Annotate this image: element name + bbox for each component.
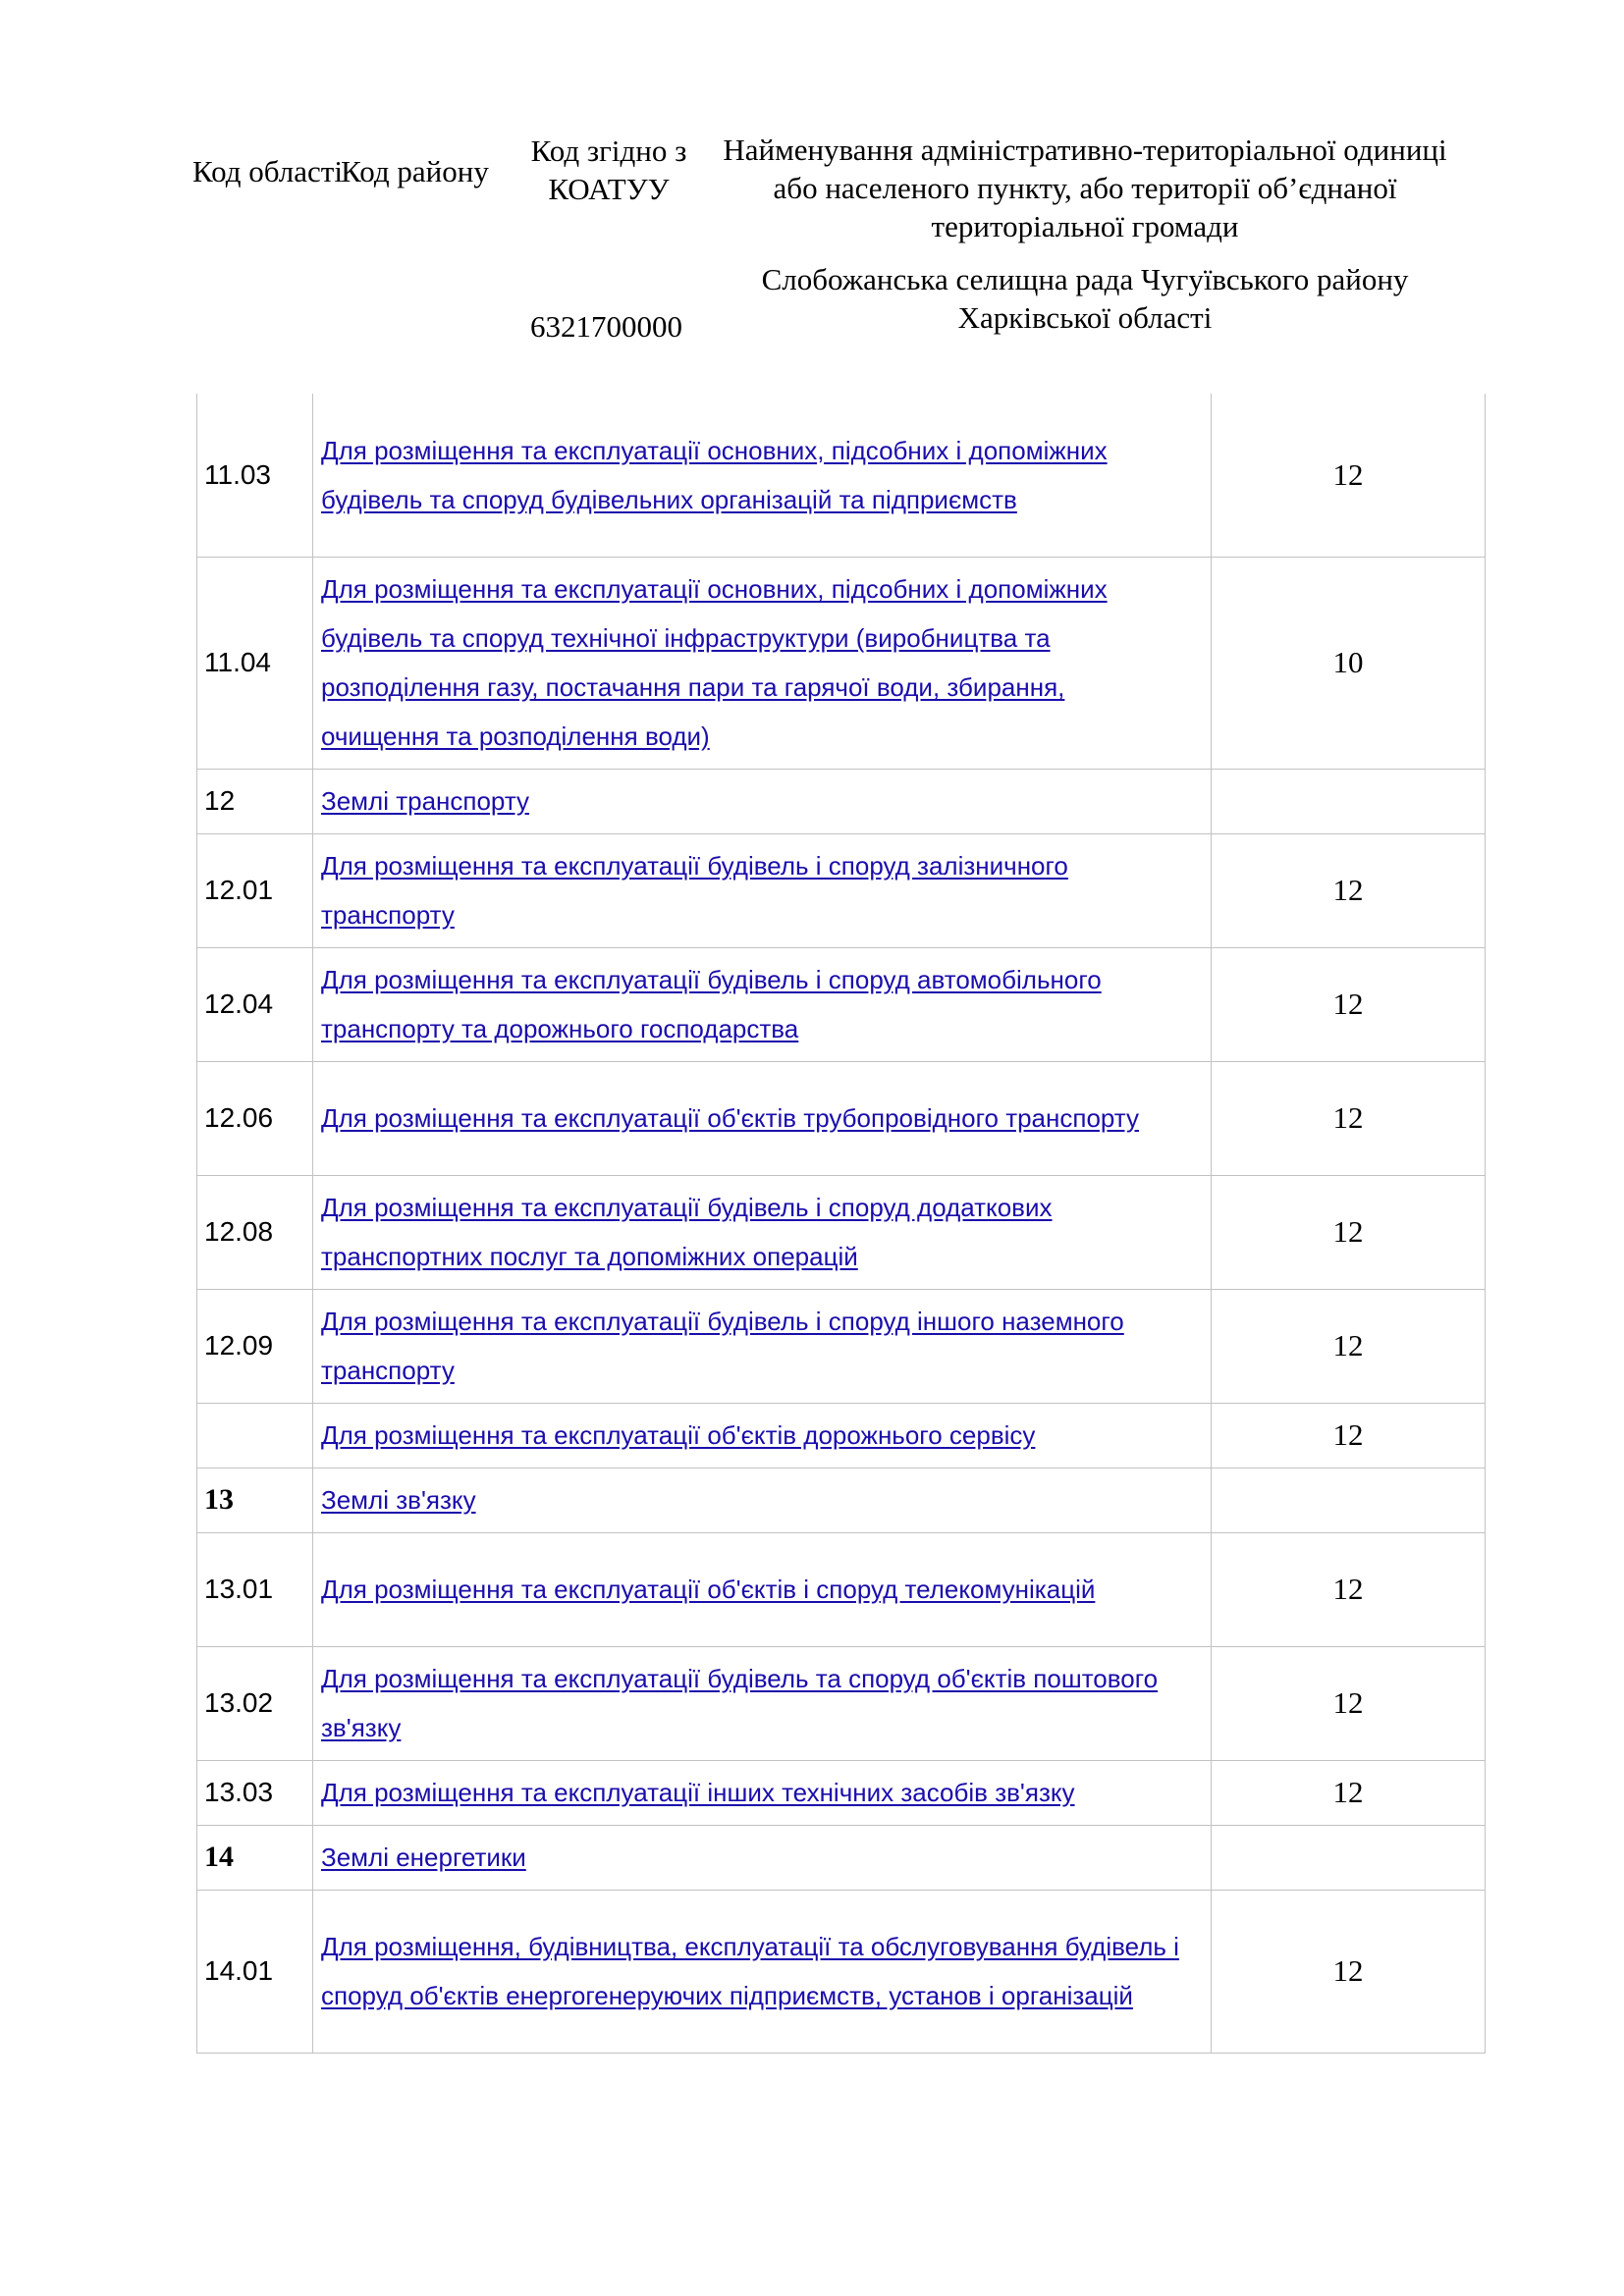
tax-rate-cell: 12 xyxy=(1212,833,1486,947)
purpose-description-cell xyxy=(313,557,1212,769)
purpose-code-cell: 13.01 xyxy=(197,1532,313,1646)
purpose-description-link[interactable]: Для розміщення та експлуатації об'єктів трубопровідного транспорту xyxy=(321,1103,1140,1133)
table-row xyxy=(197,769,1486,833)
table-row xyxy=(197,1403,1486,1468)
table-body xyxy=(197,394,1486,2053)
purpose-code-cell xyxy=(197,1403,313,1468)
purpose-description-link[interactable]: Для розміщення та експлуатації будівель та споруд об'єктів поштового зв'язку xyxy=(321,1664,1159,1742)
purpose-description-cell xyxy=(313,1289,1212,1403)
column-header-unit-name: Найменування адміністративно-територіальної одиниці або населеного пункту, або території об’єднаної територіальної громади xyxy=(723,133,1447,243)
purpose-code-cell: 11.03 xyxy=(197,394,313,557)
purpose-description-link[interactable]: Для розміщення, будівництва, експлуатації та обслуговування будівель і споруд об'єктів енергогенеруючих підприємств, установ і організацій xyxy=(321,1932,1179,2010)
purpose-description-cell xyxy=(313,1403,1212,1468)
purpose-description-link[interactable]: Для розміщення та експлуатації будівель і споруд автомобільного транспорту та дорожнього господарства xyxy=(321,965,1102,1043)
territorial-unit-name: Слобожанська селищна рада Чугуївського району Харківської області xyxy=(761,262,1409,335)
table-row xyxy=(197,1289,1486,1403)
purpose-code-cell: 13.03 xyxy=(197,1760,313,1825)
tax-rate-cell: 12 xyxy=(1212,394,1486,557)
table-row xyxy=(197,394,1486,557)
purpose-description-link[interactable]: Землі транспорту xyxy=(321,786,530,816)
table-row xyxy=(197,833,1486,947)
table-row xyxy=(197,557,1486,769)
purpose-description-cell xyxy=(313,769,1212,833)
koatuu-code-value: 6321700000 xyxy=(530,309,682,344)
tax-rate-cell: 12 xyxy=(1212,1532,1486,1646)
purpose-description-cell xyxy=(313,1760,1212,1825)
purpose-description-link[interactable]: Землі енергетики xyxy=(321,1842,526,1872)
table-row xyxy=(197,1825,1486,1890)
purpose-code-cell: 14 xyxy=(197,1825,313,1890)
tax-rate-cell: 12 xyxy=(1212,1175,1486,1289)
table-row xyxy=(197,1532,1486,1646)
tax-rate-cell: 10 xyxy=(1212,557,1486,769)
purpose-description-cell xyxy=(313,833,1212,947)
purpose-description-link[interactable]: Для розміщення та експлуатації об'єктів і споруд телекомунікацій xyxy=(321,1575,1096,1604)
purpose-description-link[interactable]: Для розміщення та експлуатації об'єктів дорожнього сервісу xyxy=(321,1420,1036,1450)
tax-rate-cell: 12 xyxy=(1212,1061,1486,1175)
tax-rate-cell: 12 xyxy=(1212,1289,1486,1403)
table-row xyxy=(197,1175,1486,1289)
purpose-description-cell xyxy=(313,394,1212,557)
purpose-code-cell: 12.04 xyxy=(197,947,313,1061)
tax-rate-cell xyxy=(1212,1468,1486,1532)
purpose-description-cell xyxy=(313,1532,1212,1646)
tax-rate-cell: 12 xyxy=(1212,1760,1486,1825)
purpose-code-cell: 14.01 xyxy=(197,1890,313,2053)
column-header-rayon-code: Код району xyxy=(341,154,489,188)
tax-rate-cell: 12 xyxy=(1212,1890,1486,2053)
purpose-description-cell xyxy=(313,1468,1212,1532)
tax-rate-cell xyxy=(1212,769,1486,833)
purpose-description-cell xyxy=(313,947,1212,1061)
tax-rate-cell: 12 xyxy=(1212,947,1486,1061)
column-header-koatuu-code: Код згідно з КОАТУУ xyxy=(530,133,687,206)
tax-rate-cell: 12 xyxy=(1212,1646,1486,1760)
purpose-code-cell: 12.01 xyxy=(197,833,313,947)
purpose-description-link[interactable]: Для розміщення та експлуатації основних, підсобних і допоміжних будівель та споруд будівельних організацій та підприємств xyxy=(321,435,1108,514)
column-header-oblast-code: Код області xyxy=(192,154,343,188)
table-row xyxy=(197,1061,1486,1175)
purpose-description-cell xyxy=(313,1061,1212,1175)
purpose-code-cell: 13 xyxy=(197,1468,313,1532)
purpose-code-cell: 13.02 xyxy=(197,1646,313,1760)
purpose-code-cell: 12.09 xyxy=(197,1289,313,1403)
purpose-description-link[interactable]: Для розміщення та експлуатації будівель і споруд залізничного транспорту xyxy=(321,851,1068,930)
table-row xyxy=(197,947,1486,1061)
table-row xyxy=(197,1646,1486,1760)
purpose-description-link[interactable]: Для розміщення та експлуатації будівель і споруд іншого наземного транспорту xyxy=(321,1307,1124,1385)
table-row xyxy=(197,1760,1486,1825)
purpose-code-cell: 12 xyxy=(197,769,313,833)
purpose-code-cell: 12.06 xyxy=(197,1061,313,1175)
purpose-description-link[interactable]: Для розміщення та експлуатації основних, підсобних і допоміжних будівель та споруд технічної інфраструктури (виробництва та розподілення газу, постачання пари та гарячої води, збирання, очищення та розподілення води) xyxy=(321,574,1108,751)
purpose-description-cell xyxy=(313,1890,1212,2053)
tax-rate-cell xyxy=(1212,1825,1486,1890)
table-row xyxy=(197,1468,1486,1532)
purpose-description-link[interactable]: Для розміщення та експлуатації інших технічних засобів зв'язку xyxy=(321,1778,1075,1807)
purpose-code-cell: 11.04 xyxy=(197,557,313,769)
purpose-description-cell xyxy=(313,1825,1212,1890)
purpose-description-link[interactable]: Для розміщення та експлуатації будівель і споруд додаткових транспортних послуг та допоміжних операцій xyxy=(321,1193,1053,1271)
table-row xyxy=(197,1890,1486,2053)
purpose-description-cell xyxy=(313,1175,1212,1289)
land-purpose-rates-table xyxy=(196,394,1486,2054)
purpose-description-link[interactable]: Землі зв'язку xyxy=(321,1485,476,1515)
purpose-code-cell: 12.08 xyxy=(197,1175,313,1289)
purpose-description-cell xyxy=(313,1646,1212,1760)
tax-rate-cell: 12 xyxy=(1212,1403,1486,1468)
